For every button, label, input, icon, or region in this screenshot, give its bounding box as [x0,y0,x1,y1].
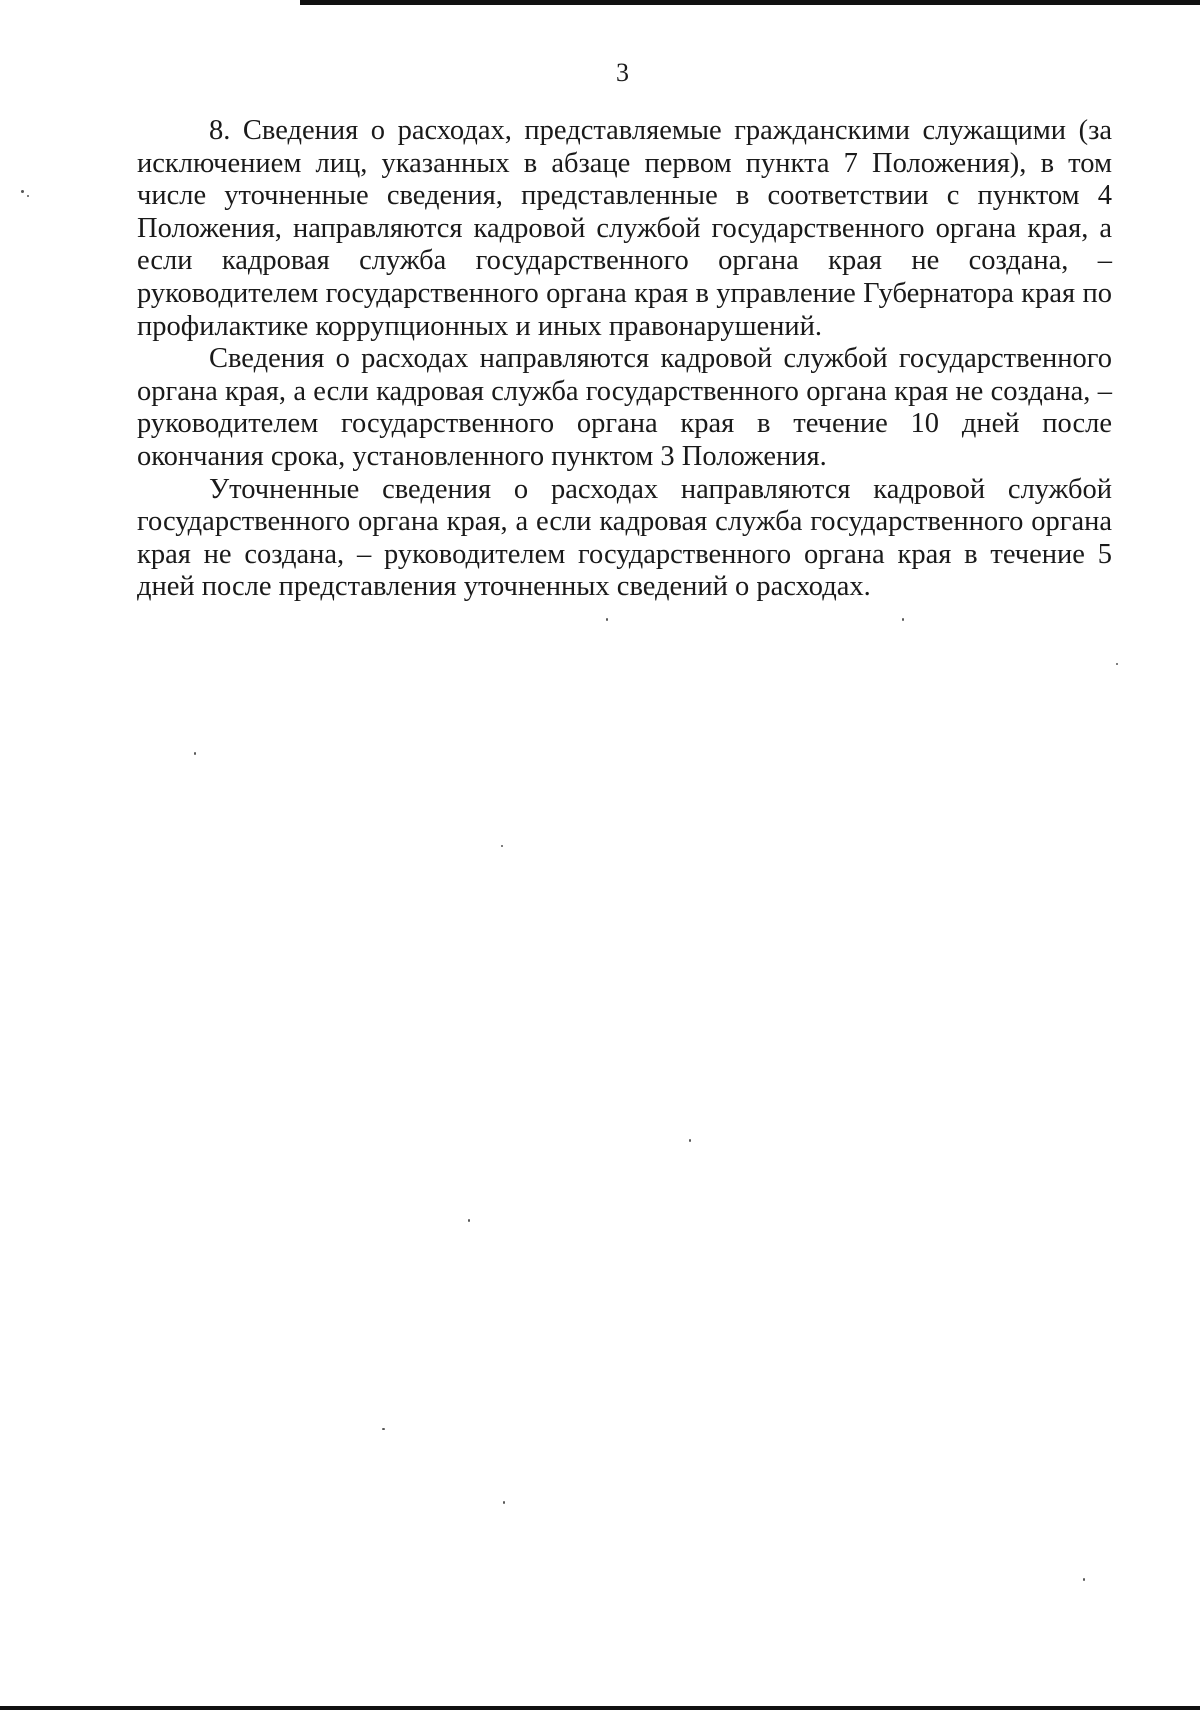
scan-speck [382,1428,385,1430]
scan-speck [27,195,29,197]
paragraph-submission-deadline: Сведения о расходах направляются кадровой службой государственного органа края, а если кадровая служба государственного органа края не создана, – руководителем государственного органа края в течение 10 дней после окончания срока, установленного пунктом 3 Положения. [137,343,1112,472]
scan-speck [902,618,904,621]
scan-speck [501,845,503,847]
paragraph-item-8: 8. Сведения о расходах, представляемые гражданскими служащими (за исключением лиц, указанных в абзаце первом пункта 7 Положения), в том числе уточненные сведения, представленные в соответствии с пунктом 4 Положения, направляются кадровой службой государственного органа края, а если кадровая служба государственного органа края не создана, – руководителем государственного органа края в управление Губернатора края по профилактике коррупционных и иных правонарушений. [137,115,1112,342]
scan-speck [468,1219,470,1222]
scan-edge-top [300,0,1200,5]
scan-speck [689,1139,691,1142]
document-body [137,115,1112,604]
scan-speck [21,190,24,193]
scan-speck [503,1501,505,1504]
page-number: 3 [616,58,629,87]
paragraph-corrected-info: Уточненные сведения о расходах направляются кадровой службой государственного органа края, а если кадровая служба государственного органа края не создана, – руководителем государственного органа края в течение 5 дней после представления уточненных сведений о расходах. [137,473,1112,603]
scan-speck [1083,1578,1085,1581]
scan-speck [606,618,608,621]
scan-speck [194,752,196,755]
scan-speck [1116,663,1118,665]
scan-edge-bottom [0,1706,1200,1710]
